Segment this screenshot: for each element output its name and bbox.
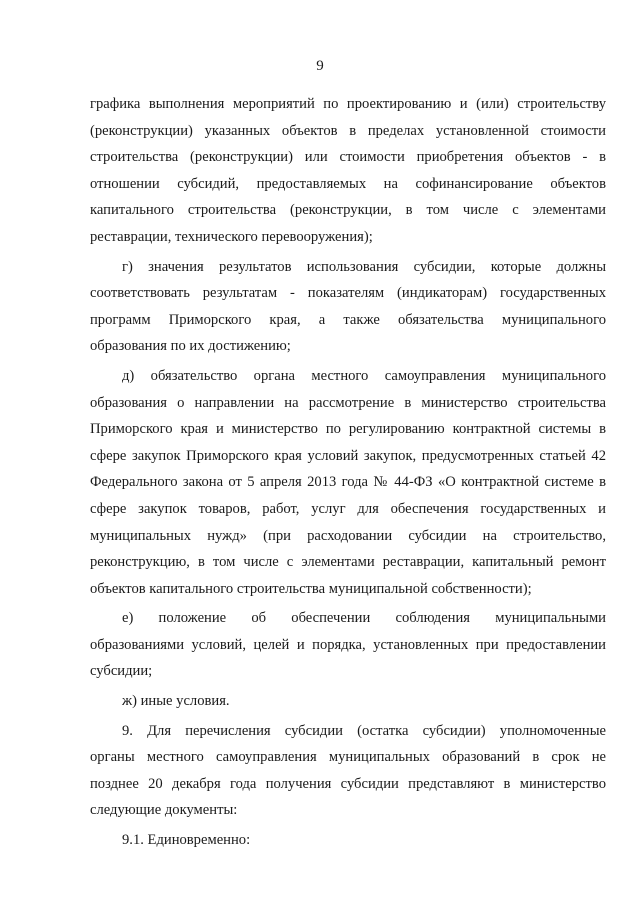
- text-line: Приморского края и министерство по регулированию контрактной системы в: [90, 421, 606, 438]
- paragraph: [90, 605, 606, 685]
- text-line: графика выполнения мероприятий по проектированию и (или) строительству: [90, 96, 606, 112]
- paragraph: [90, 254, 606, 360]
- text-line: е) положение об обеспечении соблюдения муниципальными: [122, 610, 606, 627]
- text-line: сфере закупок Приморского края условий закупок, предусмотренных статьей 42: [90, 447, 606, 464]
- text-line: д) обязательство органа местного самоуправления муниципального: [122, 367, 606, 384]
- text-line: 9.1. Единовременно:: [122, 832, 251, 849]
- text-line: соответствовать результатам - показателям (индикаторам) государственных: [90, 285, 606, 302]
- text-line: позднее 20 декабря года получения субсидии представляют в министерство: [90, 775, 606, 792]
- text-line: объектов капитального строительства муниципальной собственности);: [90, 580, 532, 597]
- text-line: программ Приморского края, а также обязательства муниципального: [90, 311, 606, 328]
- text-line: следующие документы:: [90, 802, 238, 819]
- text-line: реконструкцию, в том числе с элементами реставрации, капитальный ремонт: [90, 554, 606, 571]
- paragraph: [90, 91, 606, 251]
- text-line: сфере закупок товаров, работ, услуг для обеспечения государственных и: [90, 500, 606, 517]
- page-number: 9: [316, 58, 324, 74]
- text-line: муниципальных нужд» (при расходовании субсидии на строительство,: [90, 527, 606, 544]
- paragraph: [90, 718, 606, 824]
- text-line: отношении субсидий, предоставляемых на софинансирование объектов: [90, 175, 606, 192]
- text-line: Федерального закона от 5 апреля 2013 года № 44-ФЗ «О контрактной системе в: [90, 474, 606, 491]
- paragraph: [90, 827, 606, 854]
- text-line: строительства (реконструкции) или стоимости приобретения объектов - в: [90, 149, 606, 166]
- paragraph: [90, 688, 606, 715]
- paragraph: [90, 363, 606, 602]
- text-line: ж) иные условия.: [122, 693, 230, 710]
- document-body: [90, 91, 606, 854]
- text-line: образованиями условий, целей и порядка, установленных при предоставлении: [90, 636, 606, 653]
- text-line: субсидии;: [90, 663, 153, 680]
- text-line: реставрации, технического перевооружения);: [90, 228, 373, 245]
- text-line: капитального строительства (реконструкции, в том числе с элементами: [90, 202, 606, 219]
- text-line: 9. Для перечисления субсидии (остатка субсидии) уполномоченные: [122, 722, 606, 739]
- text-line: образования о направлении на рассмотрение в министерство строительства: [90, 394, 606, 411]
- text-line: (реконструкции) указанных объектов в пределах установленной стоимости: [90, 122, 606, 139]
- text-line: органы местного самоуправления муниципальных образований в срок не: [90, 749, 606, 766]
- text-line: г) значения результатов использования субсидии, которые должны: [122, 258, 606, 275]
- text-line: образования по их достижению;: [90, 338, 291, 355]
